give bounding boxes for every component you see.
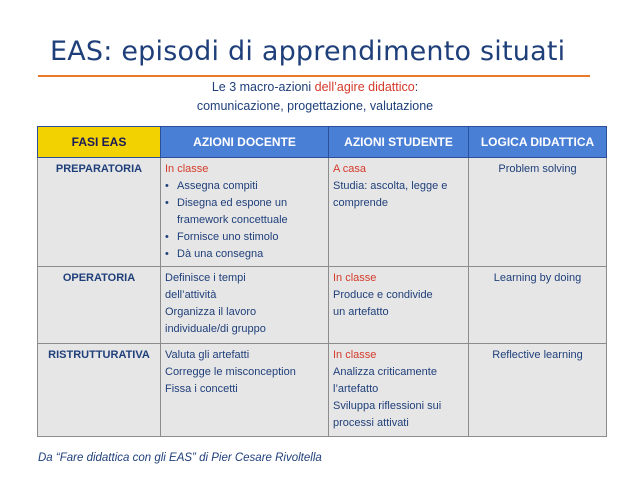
docente-line: Valuta gli artefatti	[165, 349, 250, 361]
table-row	[38, 267, 607, 344]
studente-line: Analizza criticamente	[333, 366, 437, 378]
source-citation: Da “Fare didattica con gli EAS” di Pier Cesare Rivoltella	[38, 452, 322, 464]
docente-list	[165, 178, 324, 263]
studente-line: l’artefatto	[333, 383, 379, 395]
docente-line: Corregge le misconception	[165, 366, 296, 378]
studente-line: comprende	[333, 197, 389, 209]
logica-cell: Problem solving	[469, 158, 607, 267]
docente-line: dell’attività	[165, 289, 217, 301]
phase-cell: RISTRUTTURATIVA	[38, 344, 161, 437]
docente-line: Organizza il lavoro	[165, 306, 257, 318]
studente-line: Produce e condivide	[333, 289, 433, 301]
docente-cell	[161, 158, 329, 267]
header-fasi-eas: FASI EAS	[38, 127, 161, 158]
subtitle-line-2: comunicazione, progettazione, valutazione	[196, 99, 434, 113]
list-item: • Dà una consegna	[165, 246, 324, 263]
slide-title: EAS: episodi di apprendimento situati	[50, 36, 566, 67]
phase-cell: OPERATORIA	[38, 267, 161, 344]
subtitle-suffix: :	[414, 80, 419, 94]
subtitle-prefix: Le 3 macro-azioni	[211, 80, 315, 94]
docente-line: individuale/di gruppo	[165, 323, 266, 335]
title-divider	[38, 75, 590, 77]
table-header-row	[38, 127, 607, 158]
studente-cell	[329, 158, 469, 267]
studente-line: Studia: ascolta, legge e	[333, 180, 448, 192]
eas-table	[37, 126, 607, 437]
logica-cell: Learning by doing	[469, 267, 607, 344]
studente-line: processi attivati	[333, 417, 409, 429]
studente-line: Sviluppa riflessioni sui	[333, 400, 442, 412]
studente-heading: In classe	[333, 272, 377, 284]
docente-heading: In classe	[165, 163, 209, 175]
header-logica-didattica: LOGICA DIDATTICA	[469, 127, 607, 158]
list-item: • Fornisce uno stimolo	[165, 229, 324, 246]
table-row	[38, 158, 607, 267]
list-item: • Disegna ed espone un framework concettuale	[165, 195, 324, 229]
phase-cell: PREPARATORIA	[38, 158, 161, 267]
table-row	[38, 344, 607, 437]
studente-line: un artefatto	[333, 306, 389, 318]
studente-cell	[329, 267, 469, 344]
docente-cell	[161, 344, 329, 437]
subtitle-line-1	[150, 80, 480, 94]
header-azioni-docente: AZIONI DOCENTE	[161, 127, 329, 158]
docente-line: Fissa i concetti	[165, 383, 238, 395]
subtitle-highlight: dell’agire didattico	[314, 80, 415, 94]
studente-heading: A casa	[333, 163, 367, 175]
docente-cell	[161, 267, 329, 344]
studente-heading: In classe	[333, 349, 377, 361]
docente-line: Definisce i tempi	[165, 272, 246, 284]
logica-cell: Reflective learning	[469, 344, 607, 437]
list-item: • Assegna compiti	[165, 178, 324, 195]
header-azioni-studente: AZIONI STUDENTE	[329, 127, 469, 158]
studente-cell	[329, 344, 469, 437]
